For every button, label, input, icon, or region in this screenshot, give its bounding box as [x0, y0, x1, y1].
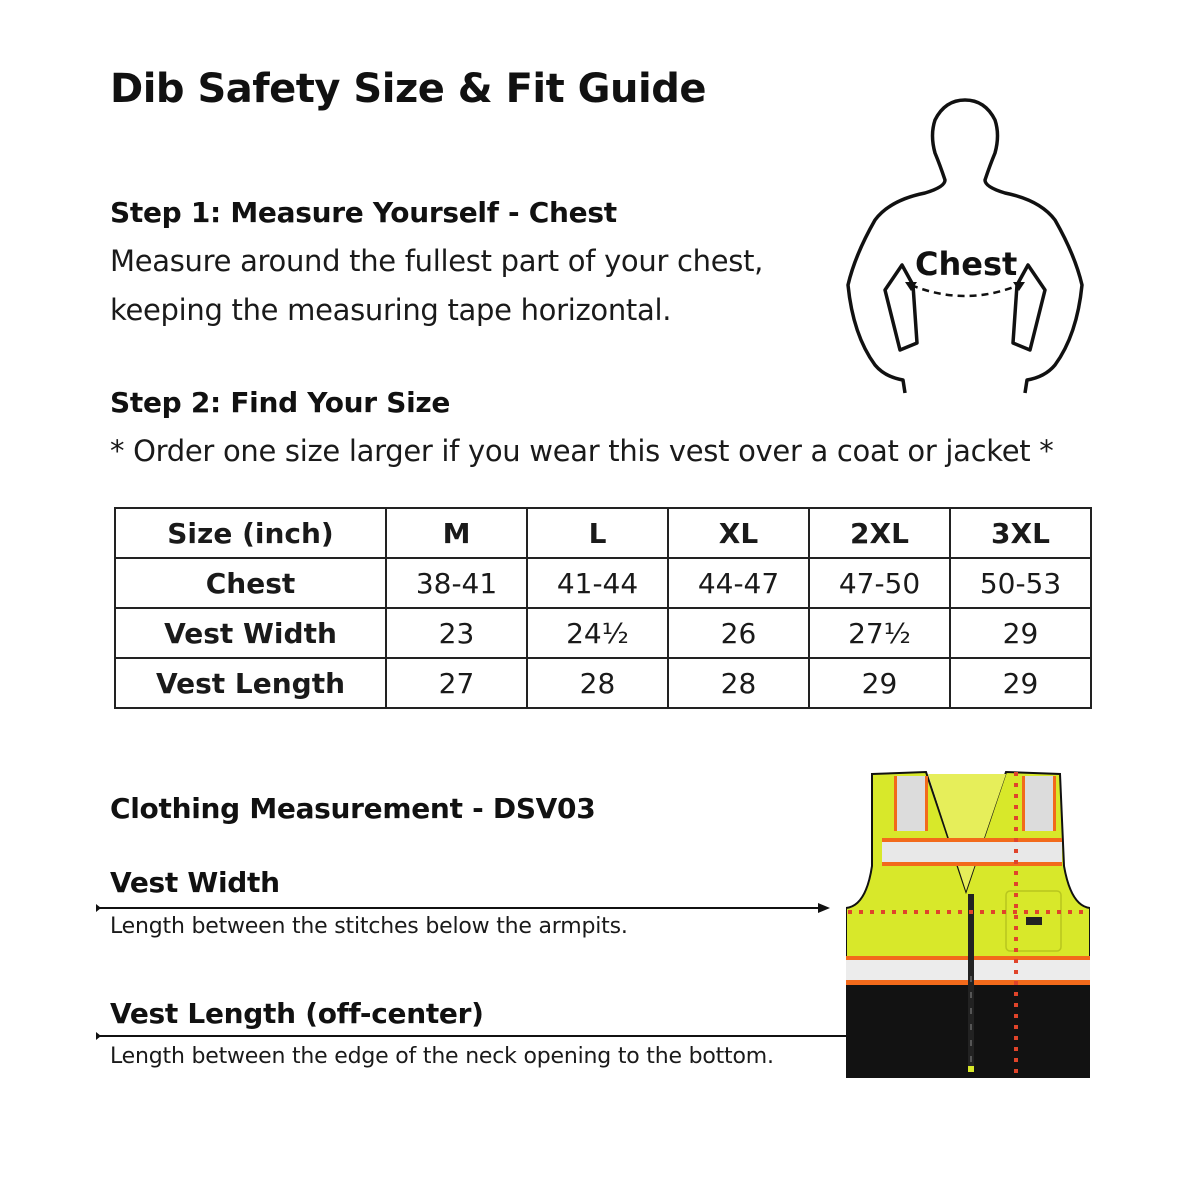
header-cell: Size (inch)	[115, 508, 386, 558]
table-cell: 29	[809, 658, 950, 708]
table-row	[115, 558, 1091, 608]
table-header-row	[115, 508, 1091, 558]
vest-width-line	[98, 907, 818, 909]
size-chart-table	[114, 507, 1092, 709]
chest-label: Chest	[915, 245, 1018, 283]
table-cell: 27½	[809, 608, 950, 658]
table-cell: 29	[950, 658, 1091, 708]
clothing-heading: Clothing Measurement - DSV03	[110, 792, 596, 825]
table-cell: 28	[527, 658, 668, 708]
vest-length-title: Vest Length (off-center)	[110, 997, 484, 1030]
table-row	[115, 608, 1091, 658]
header-cell: XL	[668, 508, 809, 558]
chest-figure	[845, 95, 1085, 395]
vest-length-desc: Length between the edge of the neck opening to the bottom.	[110, 1044, 774, 1069]
header-cell: L	[527, 508, 668, 558]
safety-vest-icon	[846, 766, 1090, 1078]
step2-heading: Step 2: Find Your Size	[110, 386, 451, 419]
step1-line1: Measure around the fullest part of your chest,	[110, 244, 764, 278]
table-cell: 47-50	[809, 558, 950, 608]
vest-width-desc: Length between the stitches below the armpits.	[110, 914, 628, 939]
row-label: Chest	[115, 558, 386, 608]
table-cell: 28	[668, 658, 809, 708]
arrow-right-icon	[818, 903, 830, 913]
vest-image	[846, 766, 1090, 1078]
step1-line2: keeping the measuring tape horizontal.	[110, 293, 672, 327]
table-cell: 50-53	[950, 558, 1091, 608]
row-label: Vest Length	[115, 658, 386, 708]
step1-heading: Step 1: Measure Yourself - Chest	[110, 196, 617, 229]
header-cell: 2XL	[809, 508, 950, 558]
page-title: Dib Safety Size & Fit Guide	[110, 66, 706, 112]
table-cell: 29	[950, 608, 1091, 658]
table-cell: 26	[668, 608, 809, 658]
table-cell: 41-44	[527, 558, 668, 608]
row-label: Vest Width	[115, 608, 386, 658]
table-cell: 38-41	[386, 558, 527, 608]
table-row	[115, 658, 1091, 708]
table-cell: 24½	[527, 608, 668, 658]
vest-width-title: Vest Width	[110, 866, 280, 899]
header-cell: 3XL	[950, 508, 1091, 558]
table-cell: 23	[386, 608, 527, 658]
table-cell: 44-47	[668, 558, 809, 608]
step2-note: * Order one size larger if you wear this vest over a coat or jacket *	[110, 434, 1054, 468]
header-cell: M	[386, 508, 527, 558]
table-cell: 27	[386, 658, 527, 708]
